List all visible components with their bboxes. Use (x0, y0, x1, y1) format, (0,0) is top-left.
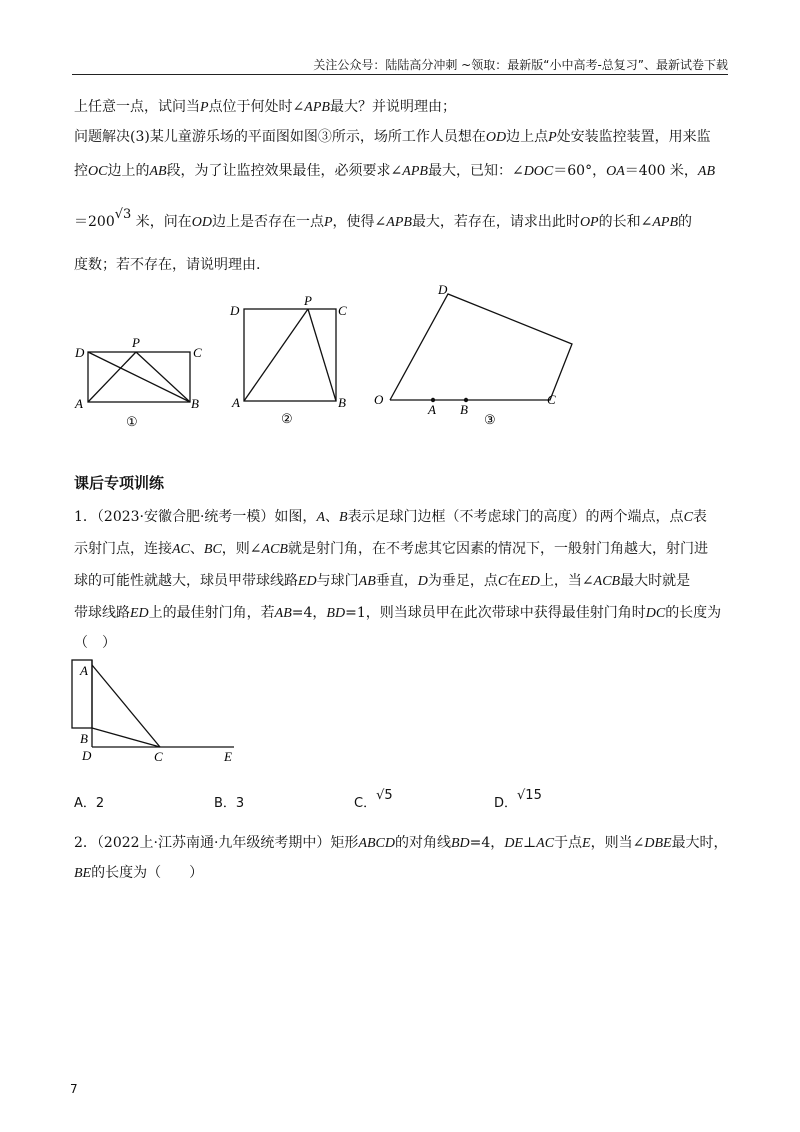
math-var: ED (130, 606, 149, 621)
math-var: ED (298, 574, 317, 589)
math-var: DE (504, 836, 523, 851)
math-var: OD (191, 215, 212, 230)
text-run: 最大时就是 (620, 573, 691, 589)
text-run: 示射门点，连接 (74, 541, 172, 557)
text-run: 控 (74, 163, 88, 179)
diagonal-db (88, 352, 190, 402)
text-run: 就是射门角，在不考虑其它因素的情况下，一般射门角越大，射门进 (287, 541, 708, 557)
text-run: ＝400 米， (624, 163, 698, 179)
q2-line-1 (74, 834, 728, 853)
text-run: 上任意一点，试问当 (74, 99, 200, 115)
sqrt-15 (517, 788, 542, 811)
segment-pb (136, 352, 190, 402)
label-c: C (193, 345, 202, 360)
q2-line-2 (74, 864, 203, 883)
text-run: 边上点 (506, 129, 549, 145)
text-run: 边上的 (107, 163, 150, 179)
text-run: 2．（2022上·江苏南通·九年级统考期中）矩形 (74, 835, 359, 851)
math-var: BE (74, 866, 92, 881)
label-d: D (438, 282, 448, 297)
figure-1 (70, 330, 210, 430)
math-var: APB (402, 164, 428, 179)
q1-line-2 (74, 540, 708, 559)
radical: √5 (376, 788, 393, 803)
text-run: 垂直， (375, 573, 418, 589)
text-run: 为垂足，点 (427, 573, 498, 589)
intro-line-2 (74, 128, 711, 147)
intro-line-1 (74, 98, 456, 117)
page-number: 7 (70, 1082, 78, 1096)
text-run: 的对角线 (395, 835, 451, 851)
label-a: A (428, 402, 436, 417)
option-d[interactable] (494, 788, 542, 811)
label-b: B (80, 731, 88, 746)
label-d: D (75, 345, 85, 360)
label-a: A (80, 663, 88, 678)
text-run: 最大？并说明理由； (329, 99, 456, 115)
header-divider (72, 74, 728, 75)
text-run: 在 (507, 573, 522, 589)
text-run: 的长和∠ (598, 214, 653, 230)
text-run: ＝200 (74, 214, 115, 230)
q1-line-3 (74, 572, 690, 591)
figure-number: ① (126, 414, 138, 429)
intro-line-4 (74, 207, 692, 232)
section-title: 课后专项训练 (74, 474, 165, 492)
intro-line-3 (74, 162, 715, 181)
text-run: ，则当∠ (590, 835, 645, 851)
math-var: BD (326, 606, 346, 621)
math-var: B (339, 510, 348, 525)
math-var: P (548, 130, 557, 145)
q1-line-1 (74, 508, 707, 527)
text-run: 处安装监控装置，用来监 (556, 129, 711, 145)
math-var: ABCD (358, 836, 395, 851)
text-run: 带球线路 (74, 605, 130, 621)
math-var: OC (88, 164, 108, 179)
q1-blank: （ ） (74, 635, 116, 651)
label-p: P (304, 295, 312, 308)
label-a: A (75, 396, 83, 411)
label-c: C (547, 392, 556, 407)
segment-ac (92, 665, 160, 747)
text-run: ⊥ (522, 835, 537, 851)
math-var: DC (645, 606, 666, 621)
quad-odcb (390, 294, 572, 400)
label-e: E (224, 749, 232, 764)
text-run: 最大时， (671, 835, 728, 851)
math-var: APB (386, 215, 412, 230)
text-run: 表示足球门边框（不考虑球门的高度）的两个端点，点 (347, 509, 684, 525)
math-var: E (582, 836, 591, 851)
math-var: AB (149, 164, 167, 179)
option-a[interactable]: A．2 (74, 796, 105, 811)
math-var: AB (274, 606, 292, 621)
math-var: OD (485, 130, 507, 145)
radical: √15 (517, 788, 542, 803)
math-var: ACB (593, 574, 621, 589)
math-var: BC (203, 542, 222, 557)
option-c-label: C． (354, 796, 377, 811)
figure-2 (228, 295, 358, 435)
text-run: 最大，若存在，请求出此时 (411, 214, 580, 230)
text-run: 上的最佳射门角，若 (148, 605, 275, 621)
segment-bc (92, 728, 160, 747)
label-b: B (191, 396, 199, 411)
text-run: ＝60°， (553, 163, 607, 179)
math-var: BD (451, 836, 470, 851)
option-b[interactable]: B．3 (214, 796, 245, 811)
text-run: 米，问在 (131, 214, 192, 230)
text-run: ，则∠ (221, 541, 262, 557)
intro-line-5: 度数；若不存在，请说明理由. (74, 257, 261, 273)
label-a: A (232, 395, 240, 410)
text-run: 上，当∠ (539, 573, 594, 589)
text-run: 球的可能性就越大，球员甲带球线路 (74, 573, 298, 589)
text-run: 、 (189, 541, 204, 557)
math-var: C (683, 510, 693, 525)
math-var: AB (697, 164, 716, 179)
segment-ap (244, 309, 308, 401)
math-var: C (497, 574, 508, 589)
math-var: DBE (644, 836, 672, 851)
label-p: P (132, 335, 140, 350)
label-c: C (154, 749, 163, 764)
math-var: APB (304, 100, 330, 115)
label-d: D (230, 303, 240, 318)
math-var: ED (521, 574, 540, 589)
figure-3 (370, 282, 585, 432)
math-var: APB (652, 215, 678, 230)
text-run: 点位于何处时∠ (208, 99, 305, 115)
text-run: 的 (678, 214, 692, 230)
math-var: D (417, 574, 428, 589)
label-b: B (338, 395, 346, 410)
figure-number: ③ (484, 412, 496, 427)
radical: √3 (114, 207, 132, 222)
text-run: 边上是否存在一点 (211, 214, 324, 230)
math-var: OP (579, 215, 599, 230)
sqrt-3 (114, 207, 132, 232)
text-run: =4， (469, 835, 505, 851)
sqrt-5 (376, 788, 393, 811)
segment-pb (308, 309, 336, 401)
segment-ap (88, 352, 136, 402)
math-var: P (200, 100, 209, 115)
text-run: =4， (291, 605, 327, 621)
text-run: 表 (692, 509, 707, 525)
q1-figure (64, 655, 244, 767)
math-var: DOC (523, 164, 554, 179)
label-b: B (460, 402, 468, 417)
figure-number: ② (281, 411, 293, 426)
math-var: ACB (261, 542, 288, 557)
text-run: 的长度为 (665, 605, 722, 621)
text-run: =1，则当球员甲在此次带球中获得最佳射门角时 (345, 605, 646, 621)
text-run: ，使得∠ (332, 214, 387, 230)
text-run: 1．（2023·安徽合肥·统考一模）如图， (74, 509, 317, 525)
math-var: AB (358, 574, 376, 589)
math-var: P (323, 215, 333, 230)
text-run: 最大，已知：∠ (427, 163, 524, 179)
text-run: 与球门 (316, 573, 359, 589)
option-d-label: D． (494, 796, 518, 811)
math-var: A (316, 510, 325, 525)
text-run: 于点 (554, 835, 583, 851)
q1-line-4 (74, 604, 721, 623)
text-run: 的长度为（ ） (91, 865, 204, 881)
math-var: AC (536, 836, 555, 851)
label-d: D (82, 748, 92, 763)
math-var: AC (172, 542, 190, 557)
label-c: C (338, 303, 347, 318)
text-run: 段，为了让监控效果最佳，必须要求∠ (166, 163, 403, 179)
option-c[interactable] (354, 788, 393, 811)
label-o: O (374, 392, 384, 407)
math-var: OA (606, 164, 625, 179)
page-header: 关注公众号：陆陆高分冲刺 ~领取：最新版“小中高考-总复习”、最新试卷下载 (313, 58, 728, 72)
text-run: 、 (325, 509, 339, 525)
text-run: 问题解决(3)某儿童游乐场的平面图如图③所示，场所工作人员想在 (74, 129, 486, 145)
